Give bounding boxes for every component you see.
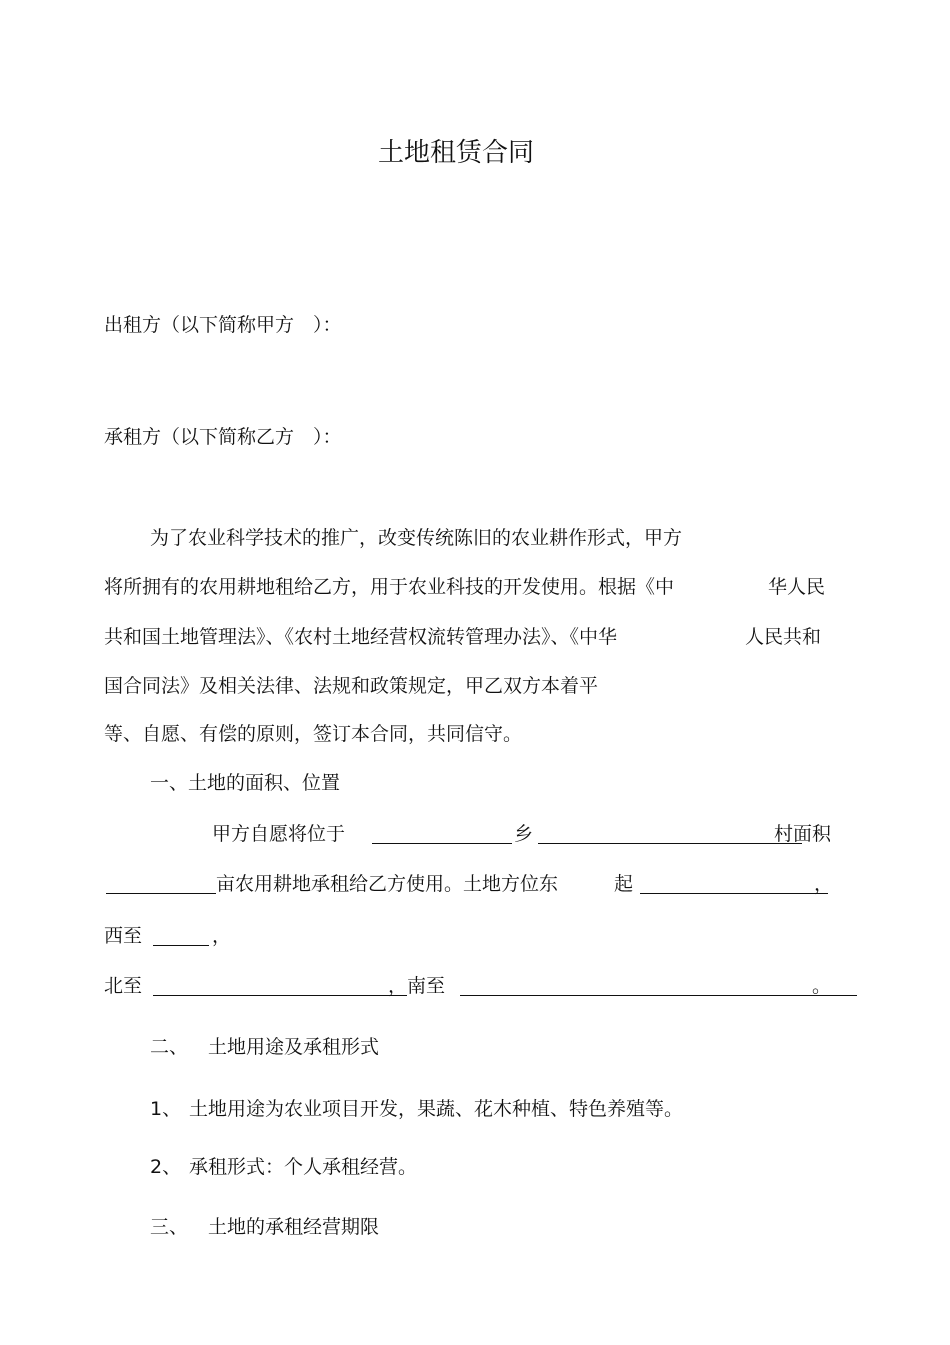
west-blank [153, 945, 209, 946]
west-label: 西至 [104, 925, 143, 947]
item-1-text: 土地用途为农业项目开发，果蔬、花木种植、特色养殖等。 [189, 1098, 684, 1120]
township-blank [372, 843, 512, 844]
preamble-line-1: 为了农业科学技术的推广，改变传统陈旧的农业耕作形式，甲方 [150, 527, 683, 549]
township-suffix: 乡 [514, 823, 534, 845]
south-period: 。 [812, 975, 832, 997]
preamble-line-2-tail: 华人民 [768, 576, 826, 598]
village-area-label: 村面积 [774, 823, 832, 845]
west-comma: ， [212, 925, 232, 947]
area-unit-text: 亩农用耕地承租给乙方使用。土地方位东 [216, 873, 559, 895]
preamble-line-4: 国合同法》及相关法律、法规和政策规定，甲乙双方本着平 [104, 675, 599, 697]
south-blank [460, 995, 857, 996]
lessor-line: 出租方（以下简称甲方 ）： [104, 314, 342, 336]
location-label: 甲方自愿将位于 [212, 823, 346, 845]
section-2-heading: 土地用途及承租形式 [208, 1036, 380, 1058]
village-blank [538, 843, 802, 844]
document-title: 土地租赁合同 [378, 138, 535, 168]
lessee-line: 承租方（以下简称乙方 ）： [104, 426, 342, 448]
south-label: ，南至 [388, 975, 446, 997]
section-3-heading: 土地的承租经营期限 [208, 1216, 380, 1238]
north-label: 北至 [104, 975, 143, 997]
item-2-number: 2、 [150, 1156, 182, 1178]
east-comma: ， [814, 873, 834, 895]
east-from-label: 起 [614, 873, 634, 895]
section-2-number: 二、 [150, 1036, 189, 1058]
preamble-line-5: 等、自愿、有偿的原则，签订本合同，共同信守。 [104, 723, 523, 745]
section-3-number: 三、 [150, 1216, 189, 1238]
section-1-heading: 一、土地的面积、位置 [150, 772, 341, 794]
east-blank [640, 893, 828, 894]
preamble-line-3: 共和国土地管理法》、《农村土地经营权流转管理办法》、《中华 [104, 626, 618, 648]
area-blank [106, 893, 216, 894]
item-2-text: 承租形式：个人承租经营。 [189, 1156, 418, 1178]
preamble-line-3-tail: 人民共和 [745, 626, 822, 648]
north-blank [153, 995, 407, 996]
item-1-number: 1、 [150, 1098, 182, 1120]
preamble-line-2: 将所拥有的农用耕地租给乙方，用于农业科技的开发使用。根据《中 [104, 576, 675, 598]
